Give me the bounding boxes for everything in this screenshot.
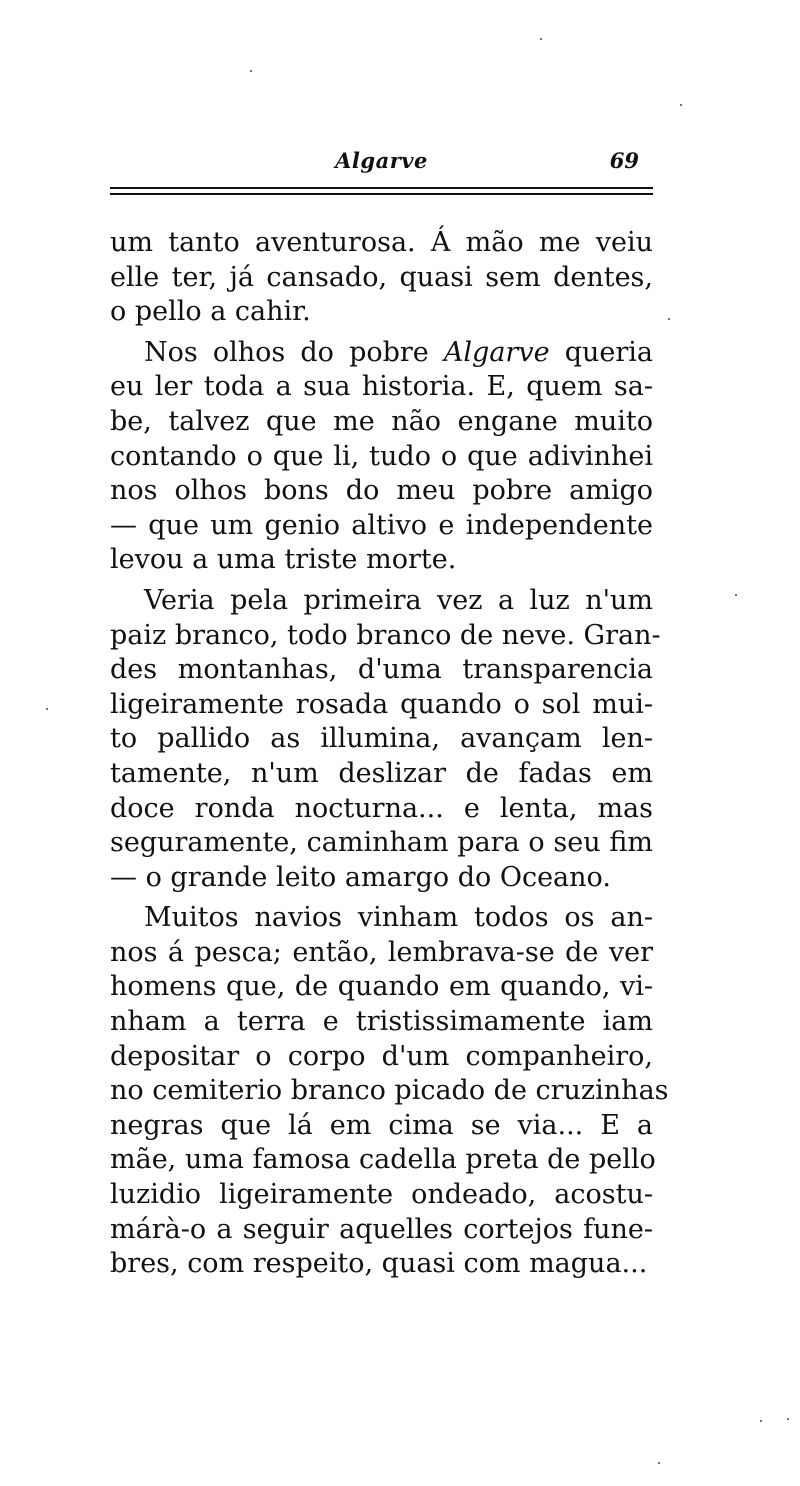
running-title: Algarve: [335, 148, 428, 173]
text-line: Muitos navios vinham todos os an-: [144, 902, 653, 934]
text-line: nham a terra e tristissimamente iam: [110, 1006, 653, 1038]
scan-speck: [735, 594, 737, 596]
scan-speck: [680, 104, 682, 106]
text-line: no cemiterio branco picado de cruzinhas: [110, 1075, 669, 1107]
scan-speck: [658, 1462, 660, 1464]
text-line: — que um genio altivo e independente: [110, 509, 653, 541]
italic-name: Algarve: [443, 336, 550, 368]
header-rule-top: [110, 187, 653, 189]
text-line: to pallido as illumina, avançam len-: [110, 723, 653, 755]
scan-speck: [787, 1418, 789, 1420]
text-line: homens que, de quando em quando, vi-: [110, 971, 653, 1003]
text-line: nos olhos bons do meu pobre amigo: [110, 475, 653, 507]
page-number: 69: [609, 148, 639, 173]
text-line: contando o que li, tudo o que adivinhei: [110, 440, 653, 472]
text-line: Veria pela primeira vez a luz n'um: [144, 584, 653, 616]
text-line: um tanto aventurosa. Á mão me veiu: [110, 227, 653, 258]
scan-speck: [760, 1420, 762, 1422]
running-head: [110, 148, 653, 178]
scan-speck: [46, 708, 48, 710]
text-line: Nos olhos do pobre Algarve queria: [144, 336, 653, 368]
scan-speck: [668, 318, 670, 320]
text-line: tamente, n'um deslizar de fadas em: [110, 757, 653, 789]
text-line: eu ler toda a sua historia. E, quem sa-: [110, 371, 653, 403]
text-line: depositar o corpo d'um companheiro,: [110, 1040, 653, 1072]
text-line: ligeiramente rosada quando o sol mui-: [110, 688, 653, 720]
text-line: seguramente, caminham para o seu fim: [110, 827, 653, 859]
text-line: o pello a cahir.: [110, 296, 311, 328]
scan-speck: [250, 70, 252, 72]
text-line: paiz branco, todo branco de neve. Gran-: [110, 619, 661, 651]
text-line: elle ter, já cansado, quasi sem dentes,: [110, 261, 653, 293]
text-line: luzidio ligeiramente ondeado, acostu-: [110, 1179, 653, 1211]
text-line: negras que lá em cima se via... E a: [110, 1109, 653, 1141]
text-line: des montanhas, d'uma transparencia: [110, 654, 653, 686]
text-line: bres, com respeito, quasi com magua...: [110, 1248, 648, 1280]
text-line: — o grande leito amargo do Oceano.: [110, 861, 611, 893]
text-line: doce ronda nocturna... e lenta, mas: [110, 792, 653, 824]
scan-speck: [540, 38, 542, 40]
text-line: márà-o a seguir aquelles cortejos fune-: [110, 1213, 653, 1245]
header-rule-bottom: [110, 193, 653, 195]
body-text: [110, 226, 669, 1282]
text-line: nos á pesca; então, lembrava-se de ver: [110, 936, 653, 968]
text-line: levou a uma triste morte.: [110, 544, 457, 576]
text-line: mãe, uma famosa cadella preta de pello: [110, 1144, 656, 1176]
text-line: be, talvez que me não engane muito: [110, 405, 653, 437]
